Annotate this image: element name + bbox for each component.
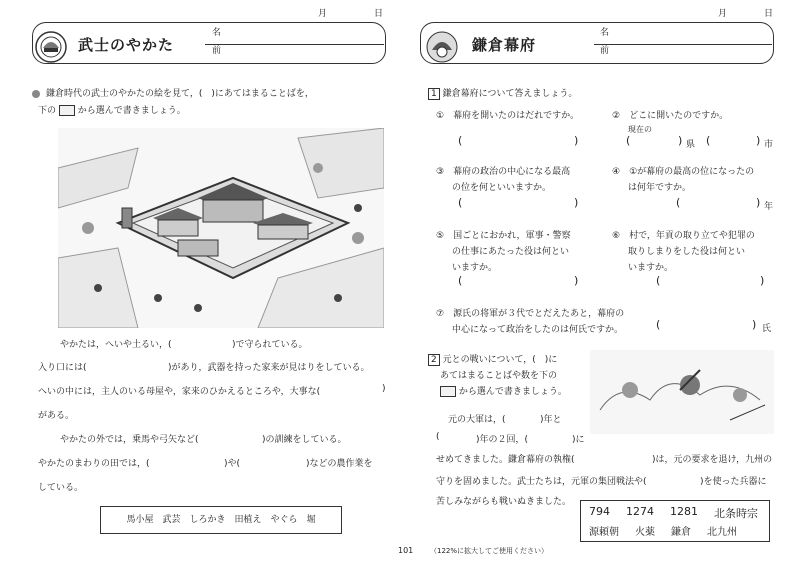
word-bank-box: 馬小屋 武芸 しろかき 田植え やぐら 堀: [100, 506, 342, 534]
question-7-line2: 中心になって政治をしたのは何氏ですか。: [452, 325, 624, 335]
armored-warrior-emblem-icon: [424, 30, 460, 64]
answer-item: 1274: [626, 505, 654, 518]
answer-item: 1281: [670, 505, 698, 518]
paren-open: (: [458, 196, 463, 209]
helmet-emblem-icon: [34, 30, 68, 64]
sentence-5b: )や(: [224, 459, 241, 469]
s2-text-4a: 守りを固めました。武士たちは，元軍の集団戦法や(: [436, 477, 647, 487]
name-divider: [594, 44, 772, 45]
paren-close: ): [756, 134, 761, 147]
answer-bank-box: [580, 500, 770, 542]
s2-paren-open: (: [436, 432, 440, 442]
question-6-line2: 取りしまりをした役は何とい: [628, 247, 746, 257]
sentence-2a: 入り口には(: [38, 363, 87, 373]
mongol-battle-illustration: [590, 350, 774, 434]
question-5-line1: ⑤ 国ごとにおかれ，軍事・警察: [436, 231, 571, 241]
sentence-4b: )の訓練をしている。: [262, 435, 347, 445]
sentence-5a: やかたのまわりの田では，(: [38, 459, 150, 469]
answer-item: 北条時宗: [714, 507, 758, 520]
paren-open: (: [656, 318, 661, 331]
day-label: 日: [374, 9, 384, 19]
instruction-line-2: 下の から選んで書きましょう。: [38, 106, 186, 116]
question-6-line1: ⑥ 村で，年貢の取り立てや犯罪の: [612, 231, 755, 241]
sentence-3a: へいの中には，主人のいる母屋や，家来のひかえるところや，大事な(: [38, 387, 321, 397]
section-2-line2: あてはまることばや数を下の: [440, 371, 558, 381]
paren-open: (: [706, 134, 711, 147]
s2-text-5: 苦しみながらも戦いぬきました。: [436, 497, 572, 507]
sentence-1a: やかたは，へいや土るい，(: [60, 340, 172, 350]
name-label-bottom: 前: [600, 46, 610, 56]
question-4-line1: ④ ①が幕府の最高の位になったの: [612, 167, 755, 177]
section-1-number: 1: [428, 88, 440, 100]
name-divider: [205, 44, 384, 45]
nen-label: 年: [764, 202, 774, 212]
instruction-line-1: 鎌倉時代の武士のやかたの絵を見て，( )にあてはまることばを，: [32, 86, 314, 99]
word-bank-marker: [59, 105, 75, 116]
paren-open: (: [656, 274, 661, 287]
month-label: 月: [318, 9, 328, 19]
paren-open: (: [458, 274, 463, 287]
name-label-bottom: 前: [212, 46, 222, 56]
month-label: 月: [718, 9, 728, 19]
paren-close: ): [574, 134, 579, 147]
name-label-top: 名: [600, 28, 610, 38]
s2-text-3b: )は，元の要求を退け，九州の: [652, 455, 773, 465]
question-6-line3: いますか。: [628, 263, 674, 273]
paren-close: ): [756, 196, 761, 209]
paren-close: ): [678, 134, 683, 147]
question-5-line3: いますか。: [452, 263, 498, 273]
paren-close: ): [574, 274, 579, 287]
s2-text-1a: 元の大軍は，(: [448, 415, 506, 425]
sentence-3c: がある。: [38, 411, 75, 421]
section-1-heading: 1 鎌倉幕府について答えましょう。: [428, 86, 577, 99]
answer-row-2: [589, 523, 737, 538]
s2-text-2b: )に: [572, 435, 585, 445]
sentence-5c: )などの農作業を: [306, 459, 373, 469]
word-bank-marker: [440, 386, 456, 397]
question-5-line2: の仕事にあたった役は何とい: [452, 247, 570, 257]
question-7-line1: ⑦ 源氏の将軍が３代でとだえたあと，幕府の: [436, 309, 625, 319]
s2-text-3a: せめてきました。鎌倉幕府の執権(: [436, 455, 575, 465]
sentence-3b: ): [382, 384, 386, 394]
print-note: （122%に拡大してご使用ください）: [430, 547, 549, 555]
answer-item: 火薬: [635, 527, 655, 538]
sentence-4a: やかたの外では，乗馬や弓矢など(: [60, 435, 199, 445]
s2-text-2a: )年の２回，(: [476, 435, 529, 445]
paren-close: ): [752, 318, 757, 331]
sentence-5d: している。: [38, 483, 84, 493]
ken-label: 県: [686, 140, 696, 150]
page-number: 101: [398, 546, 414, 555]
question-2-sub: 現在の: [628, 125, 652, 134]
question-4-line2: は何年ですか。: [628, 183, 692, 193]
answer-item: 794: [589, 505, 610, 518]
sentence-2b: )があり，武器を持った家来が見はりをしている。: [168, 363, 370, 373]
paren-open: (: [676, 196, 681, 209]
question-3-line2: の位を何といいますか。: [452, 183, 552, 193]
bullet-icon: [32, 90, 40, 98]
question-1: ① 幕府を開いたのはだれですか。: [436, 111, 580, 121]
name-label-top: 名: [212, 28, 222, 38]
section-2-line3: から選んで書きましょう。: [440, 384, 567, 397]
shi-label: 氏: [762, 324, 772, 334]
day-label: 日: [764, 9, 774, 19]
paren-open: (: [626, 134, 631, 147]
sentence-1b: )で守られている。: [232, 340, 308, 350]
answer-item: 源頼朝: [589, 527, 619, 538]
page-title: 武士のやかた: [78, 36, 175, 54]
question-3-line1: ③ 幕府の政治の中心になる最高: [436, 167, 571, 177]
shi-label: 市: [764, 140, 774, 150]
section-2-number: 2: [428, 354, 440, 366]
answer-item: 北九州: [707, 527, 737, 538]
paren-open: (: [458, 134, 463, 147]
question-2: ② どこに開いたのですか。: [612, 111, 729, 121]
page-title: 鎌倉幕府: [472, 36, 537, 54]
section-2-heading: 2 元との戦いについて，( )に: [428, 352, 557, 365]
s2-text-4b: )を使った兵器に: [700, 477, 767, 487]
samurai-residence-illustration: [58, 128, 384, 328]
answer-row-1: [589, 505, 758, 521]
answer-item: 鎌倉: [671, 527, 691, 538]
paren-close: ): [760, 274, 765, 287]
s2-text-1b: )年と: [540, 415, 562, 425]
paren-close: ): [574, 196, 579, 209]
